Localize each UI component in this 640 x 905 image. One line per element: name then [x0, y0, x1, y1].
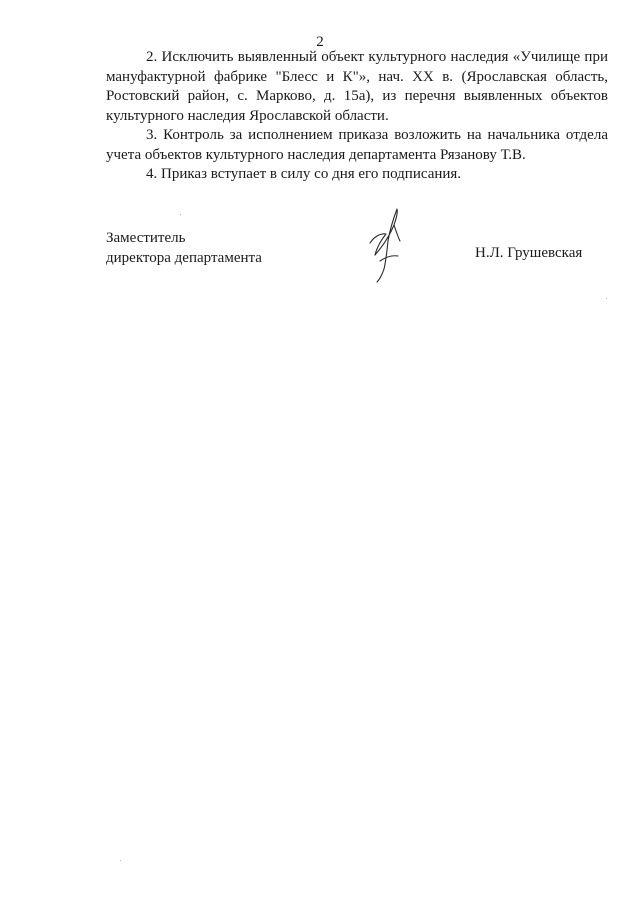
paragraph-effective-date: 4. Приказ вступает в силу со дня его подписания. — [146, 166, 462, 182]
paragraph-control: 3. Контроль за исполнением приказа возложить на начальника отдела учета объектов культурного наследия департамента Рязанову Т.В. — [106, 127, 608, 163]
scan-speck — [120, 860, 121, 861]
scan-speck — [180, 214, 181, 215]
signatory-title — [106, 229, 262, 268]
signatory-title-line1: Заместитель — [106, 230, 186, 246]
signatory-name: Н.Л. Грушевская — [475, 245, 583, 261]
page-number: 2 — [316, 34, 324, 50]
signatory-title-line2: директора департамента — [106, 249, 262, 266]
document-body — [106, 48, 608, 185]
handwritten-signature — [360, 203, 410, 285]
paragraph-exclude-object: 2. Исключить выявленный объект культурного наследия «Училище при мануфактурной фабрике "Блесс и К"», нач. XX в. (Ярославская область, Ростовский район, с. Марково, д. 15а), из перечня выявленных объектов культурного наследия Ярославской области. — [106, 49, 608, 124]
scan-speck — [606, 298, 607, 299]
